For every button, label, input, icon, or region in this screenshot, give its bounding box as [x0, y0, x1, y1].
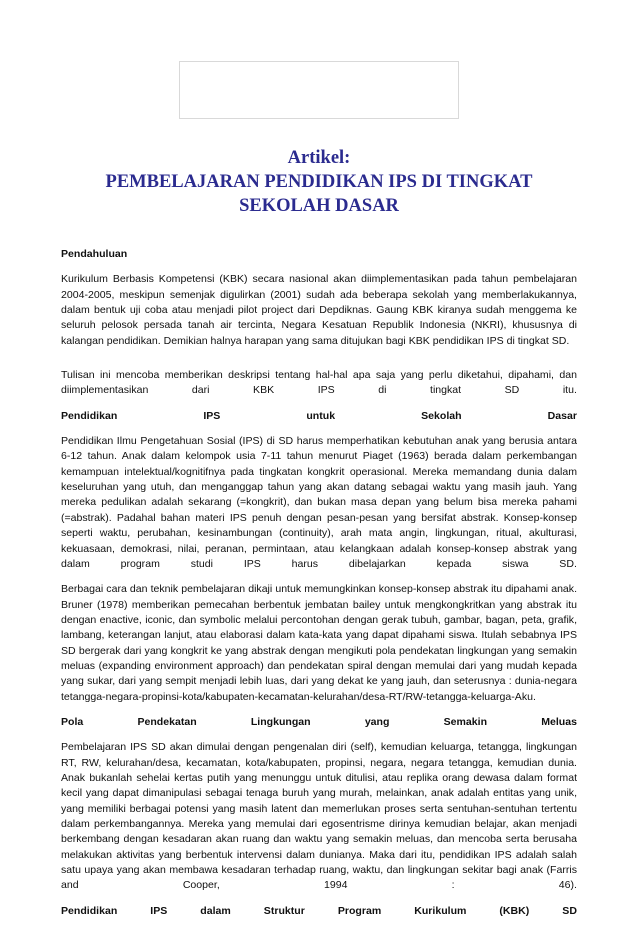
paragraph-pembelajaran-body: Pembelajaran IPS SD akan dimulai dengan pengenalan diri (self), kemudian keluarga, tetangga, lingkungan RT, RW, kelurahan/desa, kecamatan, kota/kabupaten, propinsi, negara, negara tetangga, kemudian dunia. Anak bukanlah sehelai kertas putih yang menunggu untuk ditulisi, atau replika orang dewasa dalam format kecil yang dapat dimanipulasi sebagai tenaga buruh yang murah, melainkan, anak adalah entitas yang unik, yang memiliki berbagai potensi yang masih latent dan memerlukan proses serta sentuhan-sentuhan tertentu dalam perkembangannya. Mereka yang memulai dari egosentrisme dirinya kemudian belajar, akan menjadi berkembang dengan kesadaran akan ruang dan waktu yang semakin meluas, dan mencoba serta berusaha melakukan aktivitas yang berbentuk intervensi dalam dunianya. Maka dari itu, pendidikan IPS adalah salah satu upaya yang akan membawa kesadaran terhadap ruang, waktu, dan lingkungan sekitar bagi anak (Farris [61, 741, 577, 877]
paragraph-pembelajaran-lastline [61, 878, 577, 893]
heading-word: Sekolah [421, 409, 462, 422]
paragraph-tulisan-line1: Tulisan ini mencoba memberikan deskripsi tentang hal-hal apa saja yang perlu diketahui, dipahami, dan [61, 369, 577, 382]
paragraph-tulisan-line2 [61, 383, 577, 398]
heading-word: IPS [150, 904, 168, 917]
heading-word: Dasar [547, 409, 577, 422]
word: tingkat [430, 384, 462, 397]
heading-word: SD [562, 904, 577, 917]
word: siswa [502, 557, 529, 570]
heading-word: Program [337, 904, 382, 917]
word: itu. [562, 384, 577, 397]
heading-word: Kurikulum [414, 904, 467, 917]
word: SD. [559, 557, 577, 570]
title-line-1: Artikel: [287, 148, 351, 168]
paragraph-tulisan [61, 368, 577, 399]
heading-word: yang [364, 715, 390, 728]
paragraph-ips-sd [61, 434, 577, 572]
heading-word: Struktur [263, 904, 305, 917]
word: and [61, 879, 79, 892]
word: dari [191, 384, 210, 397]
word: harus [291, 557, 319, 570]
word: program [120, 557, 160, 570]
word: diimplementasikan [61, 384, 149, 397]
heading-word: Pendekatan [137, 715, 197, 728]
heading-word: untuk [306, 409, 336, 422]
word: IPS [317, 384, 335, 397]
word: di [378, 384, 387, 397]
article-title [60, 146, 578, 218]
heading-word: Meluas [541, 715, 577, 728]
word: 1994 [323, 879, 348, 892]
heading-word: Lingkungan [250, 715, 311, 728]
word: studi [190, 557, 213, 570]
heading-word: Pendidikan [61, 409, 118, 422]
section-heading-pendidikan-ips-sd [61, 409, 577, 424]
word: 46). [558, 879, 577, 892]
section-heading-pola-pendekatan [61, 715, 577, 730]
heading-word: (KBK) [499, 904, 530, 917]
title-line-2: PEMBELAJARAN PENDIDIKAN IPS DI TINGKAT [105, 172, 533, 192]
word: KBK [253, 384, 275, 397]
paragraph-pembelajaran [61, 740, 577, 893]
word: dalam [61, 557, 90, 570]
paragraph-kbk-intro: Kurikulum Berbasis Kompetensi (KBK) secara nasional akan diimplementasikan pada tahun pembelajaran 2004-2005, meskipun semenjak digulirkan (2001) sudah ada beberapa sekolah yang memberlakukannya, dalam bentuk uji coba atau menjadi pilot project dari Depdiknas. Gaung KBK kiranya sudah menggema ke seluruh pelosok persada tanah air tercinta, Negara Kesatuan Republik Indonesia (NKRI), khususnya di kalangan pendidikan. Demikian halnya harapan yang sama ditujukan bagi KBK pendidikan IPS di tingkat SD. [61, 273, 577, 347]
word: kepada [436, 557, 472, 570]
word: IPS [243, 557, 261, 570]
word: SD [504, 384, 520, 397]
heading-word: dalam [200, 904, 231, 917]
heading-word: Pendidikan [61, 904, 118, 917]
heading-word: IPS [203, 409, 221, 422]
image-placeholder [179, 61, 459, 119]
heading-word: Pola [61, 715, 84, 728]
section-heading-pendahuluan: Pendahuluan [61, 248, 128, 260]
title-line-3: SEKOLAH DASAR [239, 196, 399, 216]
word: : [451, 879, 455, 892]
word: Cooper, [182, 879, 220, 892]
heading-word: Semakin [443, 715, 488, 728]
article-body [61, 247, 577, 929]
word: dibelajarkan [348, 557, 406, 570]
paragraph-ips-sd-body: Pendidikan Ilmu Pengetahuan Sosial (IPS) di SD harus memperhatikan kebutuhan anak yang berusia antara 6-12 tahun. Anak dalam kelompok usia 7-11 tahun menurut Piaget (1963) berada dalam perkembangan kemampuan intelektual/kognitifnya pada tingkatan kongkrit operasional. Mereka memandang dunia dalam keseluruhan yang utuh, dan menganggap tahun yang akan datang sebagai waktu yang masih jauh. Yang mereka pedulikan adalah sekarang (=kongkrit), dan bukan masa depan yang belum bisa mereka pahami (=abstrak). Padahal bahan materi IPS penuh dengan pesan-pesan yang bersifat abstrak. Konsep-konsep seperti waktu, perubahan, kesinambungan (continuity), arah mata angin, lingkungan, ritual, akulturasi, kekuasaan, demokrasi, nilai, peranan, permintaan, atau kelangkaan adalah konsep-konsep abstrak yang [61, 435, 577, 555]
section-heading-struktur-program [61, 904, 577, 919]
paragraph-bruner: Berbagai cara dan teknik pembelajaran dikaji untuk memungkinkan konsep-konsep abstrak itu dipahami anak. Bruner (1978) memberikan pemecahan berbentuk jembatan bailey untuk mengkongkritkan yang abstrak itu dengan enactive, iconic, dan symbolic melalui percontohan dengan gerak tubuh, gambar, bagan, peta, grafik, lambang, keterangan lanjut, atau elaborasi dalam kata-kata yang dapat dipahami siswa. Itulah sebabnya IPS SD bergerak dari yang kongkrit ke yang abstrak dengan mengikuti pola pendekatan lingkungan yang semakin meluas (expanding environment approach) dan pendekatan spiral dengan memulai dari yang mudah kepada yang sukar, dari yang sempit menjadi lebih luas, dari yang dekat ke yang jauh, dan seterusnya : dunia-negara tetangga-negara-propinsi-kota/kabupaten-kecamatan-kelurahan/desa-RT/RW-tetangga-keluarga-Aku. [61, 583, 577, 703]
paragraph-ips-sd-lastline [61, 557, 577, 572]
